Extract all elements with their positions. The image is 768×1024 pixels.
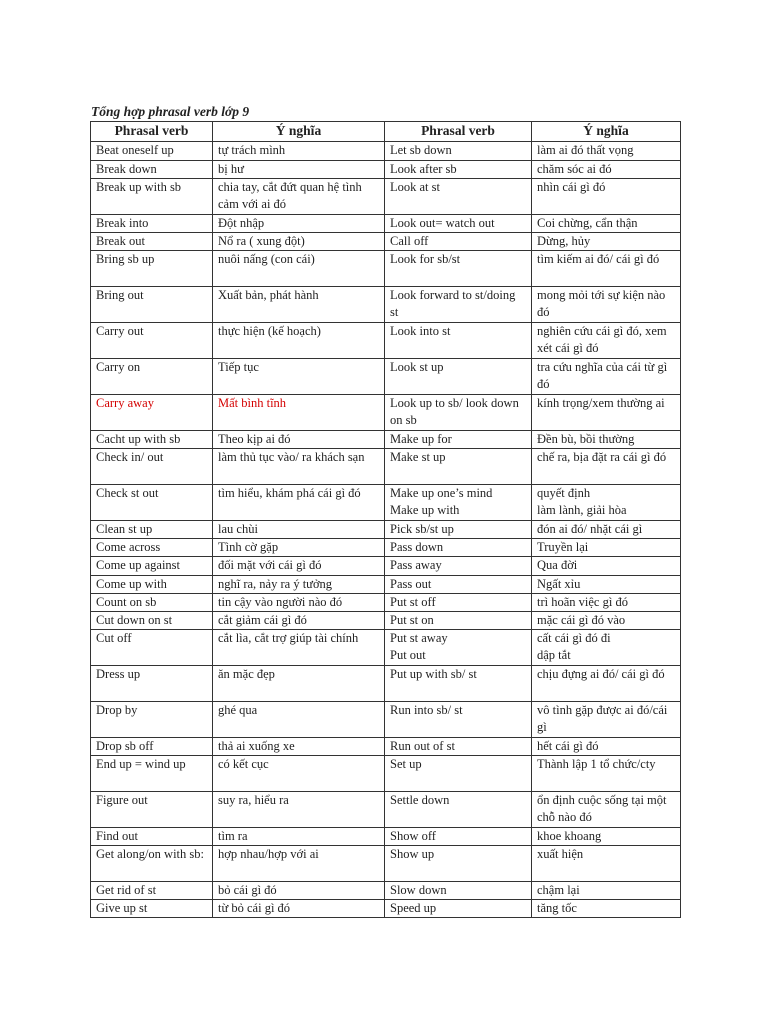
table-row — [91, 557, 681, 576]
phrasal-verb-cell: Let sb down — [385, 142, 532, 161]
meaning-cell: quyết định làm lành, giải hòa — [532, 485, 681, 521]
table-row — [91, 828, 681, 846]
phrasal-verb-cell: Bring sb up — [91, 251, 213, 287]
table-row — [91, 431, 681, 449]
phrasal-verb-cell: Break into — [91, 215, 213, 233]
phrasal-verb-cell: Figure out — [91, 792, 213, 828]
meaning-cell: từ bỏ cái gì đó — [213, 900, 385, 918]
table-row — [91, 179, 681, 215]
phrasal-verb-cell: Settle down — [385, 792, 532, 828]
meaning-cell: tra cứu nghĩa của cái từ gì đó — [532, 359, 681, 395]
phrasal-verb-cell: Put st on — [385, 612, 532, 630]
phrasal-verb-cell: Get rid of st — [91, 882, 213, 900]
meaning-cell: suy ra, hiểu ra — [213, 792, 385, 828]
meaning-cell: tìm hiểu, khám phá cái gì đó — [213, 485, 385, 521]
table-row — [91, 900, 681, 918]
phrasal-verb-cell: Run into sb/ st — [385, 702, 532, 738]
meaning-cell: hết cái gì đó — [532, 738, 681, 756]
meaning-cell: vô tình gặp được ai đó/cái gì — [532, 702, 681, 738]
table-row — [91, 215, 681, 233]
table-header-row — [91, 122, 681, 142]
table-row — [91, 738, 681, 756]
meaning-cell: Tiếp tục — [213, 359, 385, 395]
meaning-cell: Truyền lại — [532, 539, 681, 557]
meaning-cell: ghé qua — [213, 702, 385, 738]
phrasal-verb-cell: Carry on — [91, 359, 213, 395]
phrasal-verb-cell: Drop sb off — [91, 738, 213, 756]
phrasal-verb-cell: Carry away — [91, 395, 213, 431]
table-row — [91, 756, 681, 792]
table-row — [91, 882, 681, 900]
phrasal-verb-cell: Set up — [385, 756, 532, 792]
meaning-cell: Theo kịp ai đó — [213, 431, 385, 449]
document-title: Tổng hợp phrasal verb lớp 9 — [91, 104, 250, 119]
table-body — [91, 142, 681, 918]
meaning-cell: xuất hiện — [532, 846, 681, 882]
meaning-cell: trì hoãn việc gì đó — [532, 594, 681, 612]
meaning-cell: khoe khoang — [532, 828, 681, 846]
meaning-cell: nhìn cái gì đó — [532, 179, 681, 215]
meaning-cell: chế ra, bịa đặt ra cái gì đó — [532, 449, 681, 485]
phrasal-verb-cell: Make st up — [385, 449, 532, 485]
meaning-cell: thực hiện (kế hoạch) — [213, 323, 385, 359]
phrasal-verb-cell: Run out of st — [385, 738, 532, 756]
phrasal-verb-cell: Break down — [91, 161, 213, 179]
meaning-cell: chia tay, cắt đứt quan hệ tình cảm với ai đó — [213, 179, 385, 215]
table-row — [91, 702, 681, 738]
meaning-cell: Tình cờ gặp — [213, 539, 385, 557]
meaning-cell: ổn định cuộc sống tại một chỗ nào đó — [532, 792, 681, 828]
phrasal-verb-cell: Beat oneself up — [91, 142, 213, 161]
meaning-cell: Nổ ra ( xung đột) — [213, 233, 385, 251]
table-row — [91, 287, 681, 323]
table-row — [91, 161, 681, 179]
meaning-cell: cất cái gì đó đi dập tắt — [532, 630, 681, 666]
meaning-cell: tăng tốc — [532, 900, 681, 918]
phrasal-verb-cell: Pick sb/st up — [385, 521, 532, 539]
table-row — [91, 323, 681, 359]
table-row — [91, 449, 681, 485]
phrasal-verb-cell: Look at st — [385, 179, 532, 215]
phrasal-verb-cell: Bring out — [91, 287, 213, 323]
table-row — [91, 594, 681, 612]
phrasal-verb-cell: Look after sb — [385, 161, 532, 179]
table-row — [91, 666, 681, 702]
phrasal-verb-cell: Break out — [91, 233, 213, 251]
meaning-cell: ăn mặc đẹp — [213, 666, 385, 702]
table-row — [91, 612, 681, 630]
table-row — [91, 233, 681, 251]
table-row — [91, 521, 681, 539]
phrasal-verb-cell: Show off — [385, 828, 532, 846]
header-phrasal-verb-1: Phrasal verb — [91, 122, 213, 142]
meaning-cell: chăm sóc ai đó — [532, 161, 681, 179]
meaning-cell: cắt lìa, cắt trợ giúp tài chính — [213, 630, 385, 666]
meaning-cell: Xuất bản, phát hành — [213, 287, 385, 323]
meaning-cell: Đột nhập — [213, 215, 385, 233]
phrasal-verb-table — [90, 121, 681, 918]
meaning-cell: mặc cái gì đó vào — [532, 612, 681, 630]
phrasal-verb-cell: Get along/on with sb: — [91, 846, 213, 882]
table-row — [91, 539, 681, 557]
table-row — [91, 142, 681, 161]
meaning-cell: đối mặt với cái gì đó — [213, 557, 385, 576]
phrasal-verb-cell: Show up — [385, 846, 532, 882]
meaning-cell: Mất bình tĩnh — [213, 395, 385, 431]
meaning-cell: bị hư — [213, 161, 385, 179]
meaning-cell: Dừng, hủy — [532, 233, 681, 251]
phrasal-verb-cell: Cut off — [91, 630, 213, 666]
phrasal-verb-cell: Find out — [91, 828, 213, 846]
table-row — [91, 576, 681, 594]
meaning-cell: nuôi nấng (con cái) — [213, 251, 385, 287]
phrasal-verb-cell: Look into st — [385, 323, 532, 359]
meaning-cell: Qua đời — [532, 557, 681, 576]
phrasal-verb-cell: Carry out — [91, 323, 213, 359]
phrasal-verb-cell: Cacht up with sb — [91, 431, 213, 449]
table-row — [91, 359, 681, 395]
meaning-cell: đón ai đó/ nhặt cái gì — [532, 521, 681, 539]
phrasal-verb-cell: Check st out — [91, 485, 213, 521]
meaning-cell: nghiên cứu cái gì đó, xem xét cái gì đó — [532, 323, 681, 359]
phrasal-verb-cell: Put up with sb/ st — [385, 666, 532, 702]
meaning-cell: kính trọng/xem thường ai — [532, 395, 681, 431]
phrasal-verb-cell: Dress up — [91, 666, 213, 702]
meaning-cell: Ngất xỉu — [532, 576, 681, 594]
phrasal-verb-cell: Look up to sb/ look down on sb — [385, 395, 532, 431]
phrasal-verb-cell: Pass away — [385, 557, 532, 576]
phrasal-verb-cell: Count on sb — [91, 594, 213, 612]
meaning-cell: cắt giảm cái gì đó — [213, 612, 385, 630]
phrasal-verb-cell: Make up one’s mind Make up with — [385, 485, 532, 521]
header-meaning-1: Ý nghĩa — [213, 122, 385, 142]
phrasal-verb-cell: Break up with sb — [91, 179, 213, 215]
meaning-cell: chậm lại — [532, 882, 681, 900]
phrasal-verb-cell: Drop by — [91, 702, 213, 738]
header-phrasal-verb-2: Phrasal verb — [385, 122, 532, 142]
meaning-cell: tin cậy vào người nào đó — [213, 594, 385, 612]
meaning-cell: chịu đựng ai đó/ cái gì đó — [532, 666, 681, 702]
phrasal-verb-cell: Look out= watch out — [385, 215, 532, 233]
meaning-cell: lau chùi — [213, 521, 385, 539]
meaning-cell: tự trách mình — [213, 142, 385, 161]
phrasal-verb-cell: Pass out — [385, 576, 532, 594]
phrasal-verb-cell: Pass down — [385, 539, 532, 557]
meaning-cell: làm ai đó thất vọng — [532, 142, 681, 161]
phrasal-verb-cell: Come up against — [91, 557, 213, 576]
phrasal-verb-cell: Come up with — [91, 576, 213, 594]
phrasal-verb-cell: Slow down — [385, 882, 532, 900]
meaning-cell: làm thủ tục vào/ ra khách sạn — [213, 449, 385, 485]
phrasal-verb-cell: Check in/ out — [91, 449, 213, 485]
meaning-cell: Coi chừng, cẩn thận — [532, 215, 681, 233]
phrasal-verb-cell: Call off — [385, 233, 532, 251]
phrasal-verb-cell: End up = wind up — [91, 756, 213, 792]
meaning-cell: bỏ cái gì đó — [213, 882, 385, 900]
meaning-cell: tìm ra — [213, 828, 385, 846]
meaning-cell: nghĩ ra, nảy ra ý tưởng — [213, 576, 385, 594]
phrasal-verb-cell: Put st away Put out — [385, 630, 532, 666]
meaning-cell: hợp nhau/hợp với ai — [213, 846, 385, 882]
phrasal-verb-cell: Come across — [91, 539, 213, 557]
phrasal-verb-cell: Look st up — [385, 359, 532, 395]
meaning-cell: tìm kiếm ai đó/ cái gì đó — [532, 251, 681, 287]
table-row — [91, 630, 681, 666]
table-row — [91, 395, 681, 431]
phrasal-verb-cell: Clean st up — [91, 521, 213, 539]
phrasal-verb-cell: Put st off — [385, 594, 532, 612]
table-row — [91, 846, 681, 882]
phrasal-verb-cell: Cut down on st — [91, 612, 213, 630]
table-row — [91, 792, 681, 828]
phrasal-verb-cell: Look for sb/st — [385, 251, 532, 287]
header-meaning-2: Ý nghĩa — [532, 122, 681, 142]
meaning-cell: có kết cục — [213, 756, 385, 792]
table-row — [91, 251, 681, 287]
phrasal-verb-cell: Speed up — [385, 900, 532, 918]
meaning-cell: Đền bù, bồi thường — [532, 431, 681, 449]
phrasal-verb-cell: Look forward to st/doing st — [385, 287, 532, 323]
meaning-cell: Thành lập 1 tổ chức/cty — [532, 756, 681, 792]
meaning-cell: mong mỏi tới sự kiện nào đó — [532, 287, 681, 323]
meaning-cell: thả ai xuống xe — [213, 738, 385, 756]
phrasal-verb-cell: Give up st — [91, 900, 213, 918]
phrasal-verb-cell: Make up for — [385, 431, 532, 449]
table-row — [91, 485, 681, 521]
